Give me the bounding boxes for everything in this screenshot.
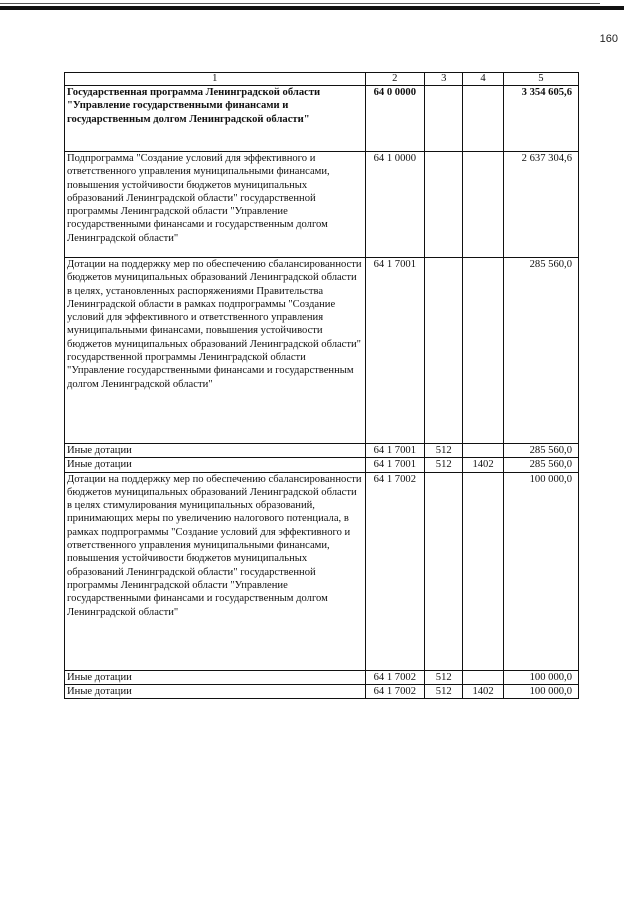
row-amount: 285 560,0 — [503, 444, 578, 458]
row-code: 64 1 7002 — [365, 670, 425, 684]
row-amount: 285 560,0 — [503, 458, 578, 472]
row-col3 — [425, 258, 463, 444]
row-col4: 1402 — [463, 684, 503, 698]
header-col-1: 1 — [65, 73, 366, 86]
header-col-4: 4 — [463, 73, 503, 86]
row-name: Иные дотации — [65, 670, 366, 684]
row-name: Дотации на поддержку мер по обеспечению сбалансированности бюджетов муниципальных образований Ленинградской области в целях, установленных распоряжениями Правительства Ленинградской области в рамках подпрограммы "Создание условий для эффективного и ответственного управления муниципальными финансами, повышения устойчивости бюджетов муниципальных образований Ленинградской области" государственной программы Ленинградской области "Управление государственными финансами и государственным долгом Ленинградской области" — [65, 258, 366, 444]
table-row — [65, 670, 579, 684]
row-name: Подпрограмма "Создание условий для эффективного и ответственного управления муниципальными финансами, повышения устойчивости бюджетов муниципальных образований Ленинградской области" государственной программы Ленинградской области "Управление государственными финансами и государственным долгом Ленинградской области" — [65, 152, 366, 258]
row-col3: 512 — [425, 670, 463, 684]
budget-table — [64, 72, 579, 699]
row-col3 — [425, 152, 463, 258]
header-col-5: 5 — [503, 73, 578, 86]
row-name: Иные дотации — [65, 458, 366, 472]
row-col4 — [463, 670, 503, 684]
header-col-2: 2 — [365, 73, 425, 86]
table-header-row — [65, 73, 579, 86]
row-code: 64 1 7001 — [365, 458, 425, 472]
row-col4: 1402 — [463, 458, 503, 472]
row-code: 64 1 7002 — [365, 472, 425, 670]
row-code: 64 1 0000 — [365, 152, 425, 258]
table-row — [65, 258, 579, 444]
row-col4 — [463, 472, 503, 670]
table-row — [65, 458, 579, 472]
row-amount: 100 000,0 — [503, 670, 578, 684]
page-number: 160 — [599, 33, 618, 45]
row-code: 64 1 7002 — [365, 684, 425, 698]
row-amount: 100 000,0 — [503, 472, 578, 670]
row-col3 — [425, 472, 463, 670]
row-amount: 2 637 304,6 — [503, 152, 578, 258]
row-name: Государственная программа Ленинградской области "Управление государственными финансами и государственным долгом Ленинградской области" — [65, 86, 366, 152]
scan-top-border — [0, 6, 624, 10]
row-code: 64 0 0000 — [365, 86, 425, 152]
row-code: 64 1 7001 — [365, 444, 425, 458]
row-name: Дотации на поддержку мер по обеспечению сбалансированности бюджетов муниципальных образований Ленинградской области в целях стимулирования муниципальных образований, принимающих меры по увеличению налогового потенциала, в рамках подпрограммы "Создание условий для эффективного и ответственного управления муниципальными финансами, повышения устойчивости бюджетов муниципальных образований Ленинградской области" государственной программы Ленинградской области "Управление государственными финансами и государственным долгом Ленинградской области" — [65, 472, 366, 670]
row-col3 — [425, 86, 463, 152]
table-row — [65, 444, 579, 458]
header-col-3: 3 — [425, 73, 463, 86]
row-col4 — [463, 444, 503, 458]
row-col3: 512 — [425, 684, 463, 698]
row-col3: 512 — [425, 458, 463, 472]
row-name: Иные дотации — [65, 684, 366, 698]
row-col4 — [463, 86, 503, 152]
table-row — [65, 152, 579, 258]
row-amount: 3 354 605,6 — [503, 86, 578, 152]
table-row — [65, 86, 579, 152]
scan-top-line — [0, 3, 600, 4]
row-col4 — [463, 152, 503, 258]
table-row — [65, 684, 579, 698]
row-col3: 512 — [425, 444, 463, 458]
row-amount: 100 000,0 — [503, 684, 578, 698]
row-col4 — [463, 258, 503, 444]
row-code: 64 1 7001 — [365, 258, 425, 444]
row-name: Иные дотации — [65, 444, 366, 458]
table-row — [65, 472, 579, 670]
row-amount: 285 560,0 — [503, 258, 578, 444]
